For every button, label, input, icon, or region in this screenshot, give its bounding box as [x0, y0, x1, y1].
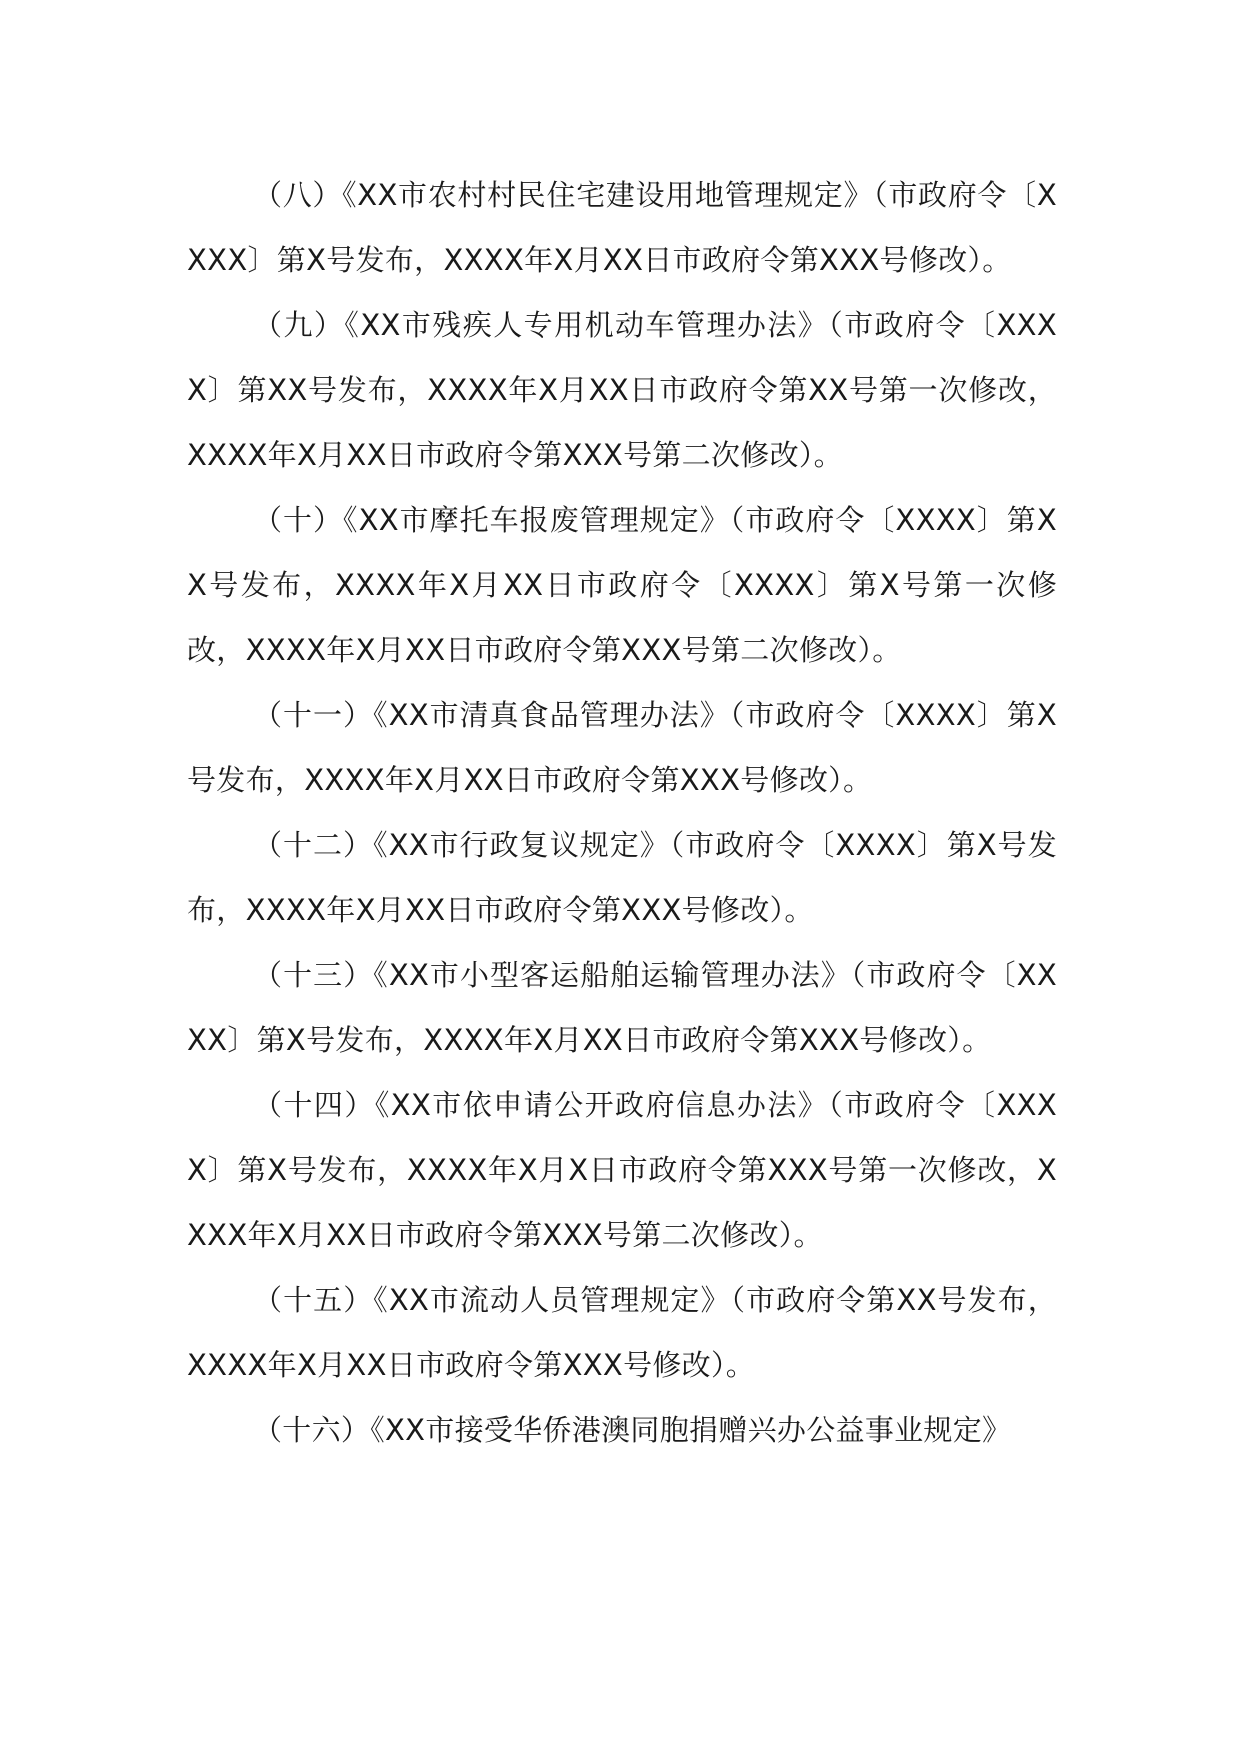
list-item-14: （十四）《XX市依申请公开政府信息办法》（市政府令〔XXXX〕第X号发布，XXXX年X月X日市政府令第XXX号第一次修改，XXXX年X月XX日市政府令第XXX号第二次修改）。: [187, 1088, 1057, 1252]
list-item-13: （十三）《XX市小型客运船舶运输管理办法》（市政府令〔XXXX〕第X号发布，XXXX年X月XX日市政府令第XXX号修改）。: [187, 958, 1057, 1057]
list-item-16: （十六）《XX市接受华侨港澳同胞捐赠兴办公益事业规定》: [253, 1413, 1012, 1447]
list-item-15: （十五）《XX市流动人员管理规定》（市政府令第XX号发布，XXXX年X月XX日市政府令第XXX号修改）。: [187, 1283, 1057, 1382]
list-item-10: （十）《XX市摩托车报废管理规定》（市政府令〔XXXX〕第XX号发布，XXXX年X月XX日市政府令〔XXXX〕第X号第一次修改，XXXX年X月XX日市政府令第XXX号第二次修改）。: [187, 503, 1057, 667]
document-body: [187, 163, 1057, 1463]
list-item-9: （九）《XX市残疾人专用机动车管理办法》（市政府令〔XXXX〕第XX号发布，XXXX年X月XX日市政府令第XX号第一次修改，XXXX年X月XX日市政府令第XXX号第二次修改）。: [187, 308, 1057, 472]
list-item-8: （八）《XX市农村村民住宅建设用地管理规定》（市政府令〔XXXX〕第X号发布，XXXX年X月XX日市政府令第XXX号修改）。: [187, 178, 1057, 277]
list-item-12: （十二）《XX市行政复议规定》（市政府令〔XXXX〕第X号发布，XXXX年X月XX日市政府令第XXX号修改）。: [187, 828, 1057, 927]
list-item-11: （十一）《XX市清真食品管理办法》（市政府令〔XXXX〕第X号发布，XXXX年X月XX日市政府令第XXX号修改）。: [187, 698, 1057, 797]
